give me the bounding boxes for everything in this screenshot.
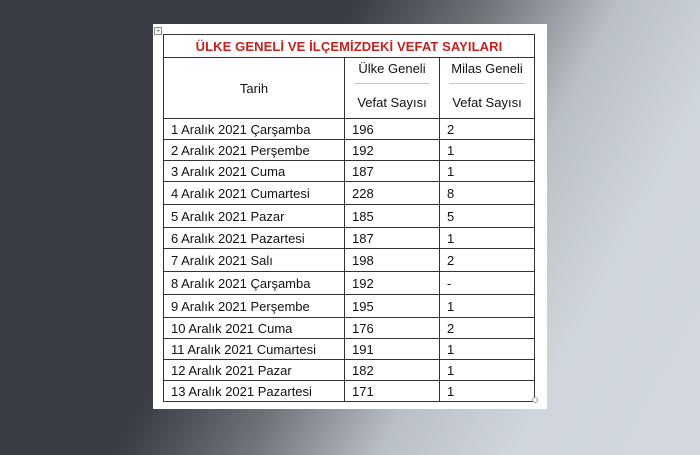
local-count-cell: 2 — [440, 249, 535, 272]
date-cell: 5 Aralık 2021 Pazar — [164, 205, 345, 228]
country-count-cell: 228 — [345, 182, 440, 205]
header-divider — [354, 83, 430, 84]
local-count-cell: 5 — [440, 205, 535, 228]
country-count-cell: 191 — [345, 339, 440, 360]
table-row — [164, 360, 535, 381]
date-cell: 7 Aralık 2021 Salı — [164, 249, 345, 272]
date-cell: 11 Aralık 2021 Cumartesi — [164, 339, 345, 360]
local-count-cell: 1 — [440, 161, 535, 182]
table-row — [164, 249, 535, 272]
table-title: ÜLKE GENELİ VE İLÇEMİZDEKİ VEFAT SAYILARI — [164, 35, 535, 58]
table-row — [164, 272, 535, 295]
local-count-cell: 1 — [440, 140, 535, 161]
table-row — [164, 339, 535, 360]
table-row — [164, 140, 535, 161]
date-cell: 3 Aralık 2021 Cuma — [164, 161, 345, 182]
country-count-cell: 192 — [345, 140, 440, 161]
date-cell: 1 Aralık 2021 Çarşamba — [164, 119, 345, 140]
date-cell: 12 Aralık 2021 Pazar — [164, 360, 345, 381]
table-resize-handle-icon[interactable] — [532, 397, 538, 403]
date-cell: 4 Aralık 2021 Cumartesi — [164, 182, 345, 205]
country-count-cell: 198 — [345, 249, 440, 272]
header-row — [164, 58, 535, 119]
table-move-handle-icon[interactable]: + — [155, 28, 161, 35]
table-row — [164, 119, 535, 140]
local-count-cell: 1 — [440, 381, 535, 402]
header-country-sublabel: Vefat Sayısı — [357, 95, 427, 110]
country-count-cell: 187 — [345, 228, 440, 249]
country-count-cell: 196 — [345, 119, 440, 140]
table-row — [164, 182, 535, 205]
date-cell: 9 Aralık 2021 Perşembe — [164, 295, 345, 318]
country-count-cell: 171 — [345, 381, 440, 402]
table-row — [164, 318, 535, 339]
local-count-cell: - — [440, 272, 535, 295]
country-count-cell: 182 — [345, 360, 440, 381]
country-count-cell: 187 — [345, 161, 440, 182]
date-cell: 2 Aralık 2021 Perşembe — [164, 140, 345, 161]
table-row — [164, 205, 535, 228]
country-count-cell: 195 — [345, 295, 440, 318]
table-row — [164, 161, 535, 182]
local-count-cell: 1 — [440, 228, 535, 249]
death-count-table — [163, 34, 535, 402]
local-count-cell: 1 — [440, 339, 535, 360]
table-row — [164, 295, 535, 318]
header-date: Tarih — [164, 58, 345, 119]
date-cell: 8 Aralık 2021 Çarşamba — [164, 272, 345, 295]
date-cell: 10 Aralık 2021 Cuma — [164, 318, 345, 339]
table-row — [164, 381, 535, 402]
header-country — [345, 58, 440, 119]
header-country-label: Ülke Geneli — [358, 61, 426, 76]
country-count-cell: 185 — [345, 205, 440, 228]
local-count-cell: 2 — [440, 318, 535, 339]
header-local — [440, 58, 535, 119]
local-count-cell: 1 — [440, 295, 535, 318]
country-count-cell: 176 — [345, 318, 440, 339]
local-count-cell: 8 — [440, 182, 535, 205]
table-row — [164, 228, 535, 249]
header-divider — [449, 83, 525, 84]
date-cell: 6 Aralık 2021 Pazartesi — [164, 228, 345, 249]
local-count-cell: 2 — [440, 119, 535, 140]
header-local-sublabel: Vefat Sayısı — [452, 95, 522, 110]
header-local-label: Milas Geneli — [451, 61, 523, 76]
country-count-cell: 192 — [345, 272, 440, 295]
date-cell: 13 Aralık 2021 Pazartesi — [164, 381, 345, 402]
local-count-cell: 1 — [440, 360, 535, 381]
